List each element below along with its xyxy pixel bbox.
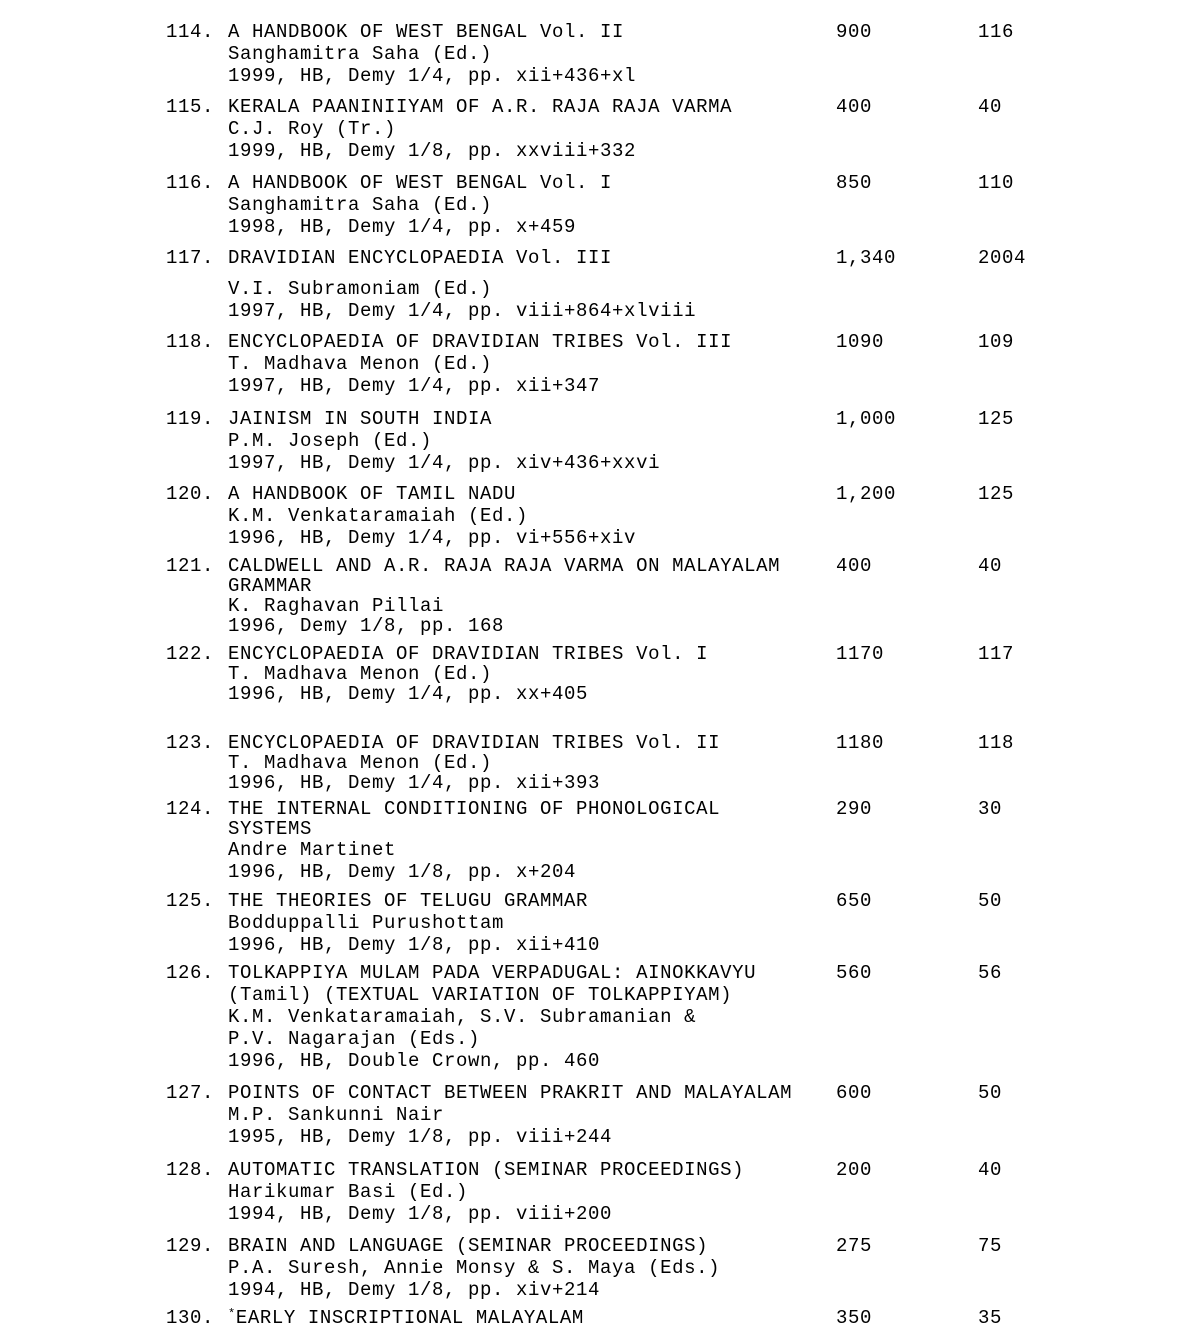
price-inr: 290 [836, 798, 873, 820]
entry-author: P.A. Suresh, Annie Monsy & S. Maya (Eds.) [228, 1257, 721, 1279]
entry-title: A HANDBOOK OF TAMIL NADU [228, 483, 517, 505]
entry-author: T. Madhava Menon (Ed.) [228, 663, 493, 685]
price-usd: 50 [978, 1082, 1003, 1104]
entry-details: 1998, HB, Demy 1/4, pp. x+459 [228, 216, 577, 238]
entry-author: P.M. Joseph (Ed.) [228, 430, 433, 452]
entry-title: EARLY INSCRIPTIONAL MALAYALAM [235, 1307, 584, 1329]
entry-details: 1996, HB, Double Crown, pp. 460 [228, 1050, 601, 1072]
entry-author: M.P. Sankunni Nair [228, 1104, 445, 1126]
price-usd: 2004 [978, 247, 1027, 269]
entry-details: 1997, HB, Demy 1/4, pp. xii+347 [228, 375, 601, 397]
entry-title: AUTOMATIC TRANSLATION (SEMINAR PROCEEDINGS) [228, 1159, 745, 1181]
price-usd: 35 [978, 1307, 1003, 1329]
price-usd: 116 [978, 21, 1015, 43]
entry-title: ENCYCLOPAEDIA OF DRAVIDIAN TRIBES Vol. II [228, 732, 721, 754]
entry-author: K.M. Venkataramaiah (Ed.) [228, 505, 529, 527]
entry-number: 117. [166, 247, 215, 269]
entry-author: V.I. Subramoniam (Ed.) [228, 278, 493, 300]
price-inr: 200 [836, 1159, 873, 1181]
entry-number: 116. [166, 172, 215, 194]
price-inr: 275 [836, 1235, 873, 1257]
entry-number: 127. [166, 1082, 215, 1104]
entry-author: C.J. Roy (Tr.) [228, 118, 397, 140]
price-usd: 50 [978, 890, 1003, 912]
entry-details: 1997, HB, Demy 1/4, pp. xiv+436+xxvi [228, 452, 661, 474]
price-usd: 75 [978, 1235, 1003, 1257]
entry-author-continued: P.V. Nagarajan (Eds.) [228, 1028, 481, 1050]
price-inr: 1170 [836, 643, 885, 665]
price-inr: 400 [836, 555, 873, 577]
entry-number: 120. [166, 483, 215, 505]
price-inr: 1180 [836, 732, 885, 754]
entry-number: 125. [166, 890, 215, 912]
price-inr: 1,200 [836, 483, 897, 505]
price-usd: 40 [978, 555, 1003, 577]
entry-number: 122. [166, 643, 215, 665]
entry-number: 124. [166, 798, 215, 820]
entry-number: 119. [166, 408, 215, 430]
entry-title: BRAIN AND LANGUAGE (SEMINAR PROCEEDINGS) [228, 1235, 709, 1257]
entry-title-continued: (Tamil) (TEXTUAL VARIATION OF TOLKAPPIYAM) [228, 984, 733, 1006]
price-inr: 900 [836, 21, 873, 43]
entry-details: 1996, HB, Demy 1/8, pp. x+204 [228, 861, 577, 883]
entry-title: A HANDBOOK OF WEST BENGAL Vol. I [228, 172, 613, 194]
price-usd: 125 [978, 408, 1015, 430]
entry-details: 1994, HB, Demy 1/8, pp. xiv+214 [228, 1279, 601, 1301]
entry-number: 126. [166, 962, 215, 984]
entry-title-continued: SYSTEMS [228, 818, 313, 840]
entry-title: A HANDBOOK OF WEST BENGAL Vol. II [228, 21, 625, 43]
entry-title: KERALA PAANINIIYAM OF A.R. RAJA RAJA VARMA [228, 96, 733, 118]
entry-number: 121. [166, 555, 215, 577]
entry-title: ENCYCLOPAEDIA OF DRAVIDIAN TRIBES Vol. I [228, 643, 709, 665]
price-usd: 125 [978, 483, 1015, 505]
price-inr: 560 [836, 962, 873, 984]
price-usd: 40 [978, 96, 1003, 118]
entry-author: K. Raghavan Pillai [228, 595, 445, 617]
entry-title-continued: GRAMMAR [228, 575, 313, 597]
entry-details: 1996, HB, Demy 1/4, pp. xii+393 [228, 772, 601, 794]
price-inr: 350 [836, 1307, 873, 1329]
price-inr: 1090 [836, 331, 885, 353]
entry-number: 129. [166, 1235, 215, 1257]
entry-details: 1996, HB, Demy 1/4, pp. xx+405 [228, 683, 589, 705]
entry-details: 1999, HB, Demy 1/4, pp. xii+436+xl [228, 65, 637, 87]
entry-author: Sanghamitra Saha (Ed.) [228, 194, 493, 216]
price-usd: 56 [978, 962, 1003, 984]
entry-details: 1996, HB, Demy 1/4, pp. vi+556+xiv [228, 527, 637, 549]
entry-author: T. Madhava Menon (Ed.) [228, 353, 493, 375]
entry-details: 1999, HB, Demy 1/8, pp. xxviii+332 [228, 140, 637, 162]
entry-details: 1996, HB, Demy 1/8, pp. xii+410 [228, 934, 601, 956]
price-usd: 30 [978, 798, 1003, 820]
price-usd: 40 [978, 1159, 1003, 1181]
entry-details: 1995, HB, Demy 1/8, pp. viii+244 [228, 1126, 613, 1148]
entry-title: THE THEORIES OF TELUGU GRAMMAR [228, 890, 589, 912]
entry-details: 1994, HB, Demy 1/8, pp. viii+200 [228, 1203, 613, 1225]
price-inr: 650 [836, 890, 873, 912]
entry-number: 114. [166, 21, 215, 43]
entry-number: 128. [166, 1159, 215, 1181]
entry-title: DRAVIDIAN ENCYCLOPAEDIA Vol. III [228, 247, 613, 269]
price-usd: 110 [978, 172, 1015, 194]
entry-number: 115. [166, 96, 215, 118]
entry-number: 123. [166, 732, 215, 754]
entry-title: JAINISM IN SOUTH INDIA [228, 408, 493, 430]
entry-title: ENCYCLOPAEDIA OF DRAVIDIAN TRIBES Vol. III [228, 331, 733, 353]
price-usd: 109 [978, 331, 1015, 353]
entry-author: Andre Martinet [228, 839, 397, 861]
entry-title: POINTS OF CONTACT BETWEEN PRAKRIT AND MALAYALAM [228, 1082, 793, 1104]
price-inr: 850 [836, 172, 873, 194]
entry-author: Bodduppalli Purushottam [228, 912, 505, 934]
entry-author: K.M. Venkataramaiah, S.V. Subramanian & [228, 1006, 697, 1028]
entry-details: 1996, Demy 1/8, pp. 168 [228, 615, 505, 637]
price-inr: 400 [836, 96, 873, 118]
entry-number: 130. [166, 1307, 215, 1329]
price-inr: 1,340 [836, 247, 897, 269]
entry-number: 118. [166, 331, 215, 353]
price-usd: 117 [978, 643, 1015, 665]
entry-author: Harikumar Basi (Ed.) [228, 1181, 469, 1203]
entry-title: CALDWELL AND A.R. RAJA RAJA VARMA ON MALAYALAM [228, 555, 781, 577]
asterisk-mark: * [228, 1307, 236, 1321]
entry-author: Sanghamitra Saha (Ed.) [228, 43, 493, 65]
entry-title-line [228, 1307, 584, 1329]
price-usd: 118 [978, 732, 1015, 754]
price-inr: 1,000 [836, 408, 897, 430]
entry-title: TOLKAPPIYA MULAM PADA VERPADUGAL: AINOKKAVYU [228, 962, 757, 984]
entry-details: 1997, HB, Demy 1/4, pp. viii+864+xlviii [228, 300, 697, 322]
entry-author: T. Madhava Menon (Ed.) [228, 752, 493, 774]
entry-title: THE INTERNAL CONDITIONING OF PHONOLOGICAL [228, 798, 721, 820]
price-inr: 600 [836, 1082, 873, 1104]
